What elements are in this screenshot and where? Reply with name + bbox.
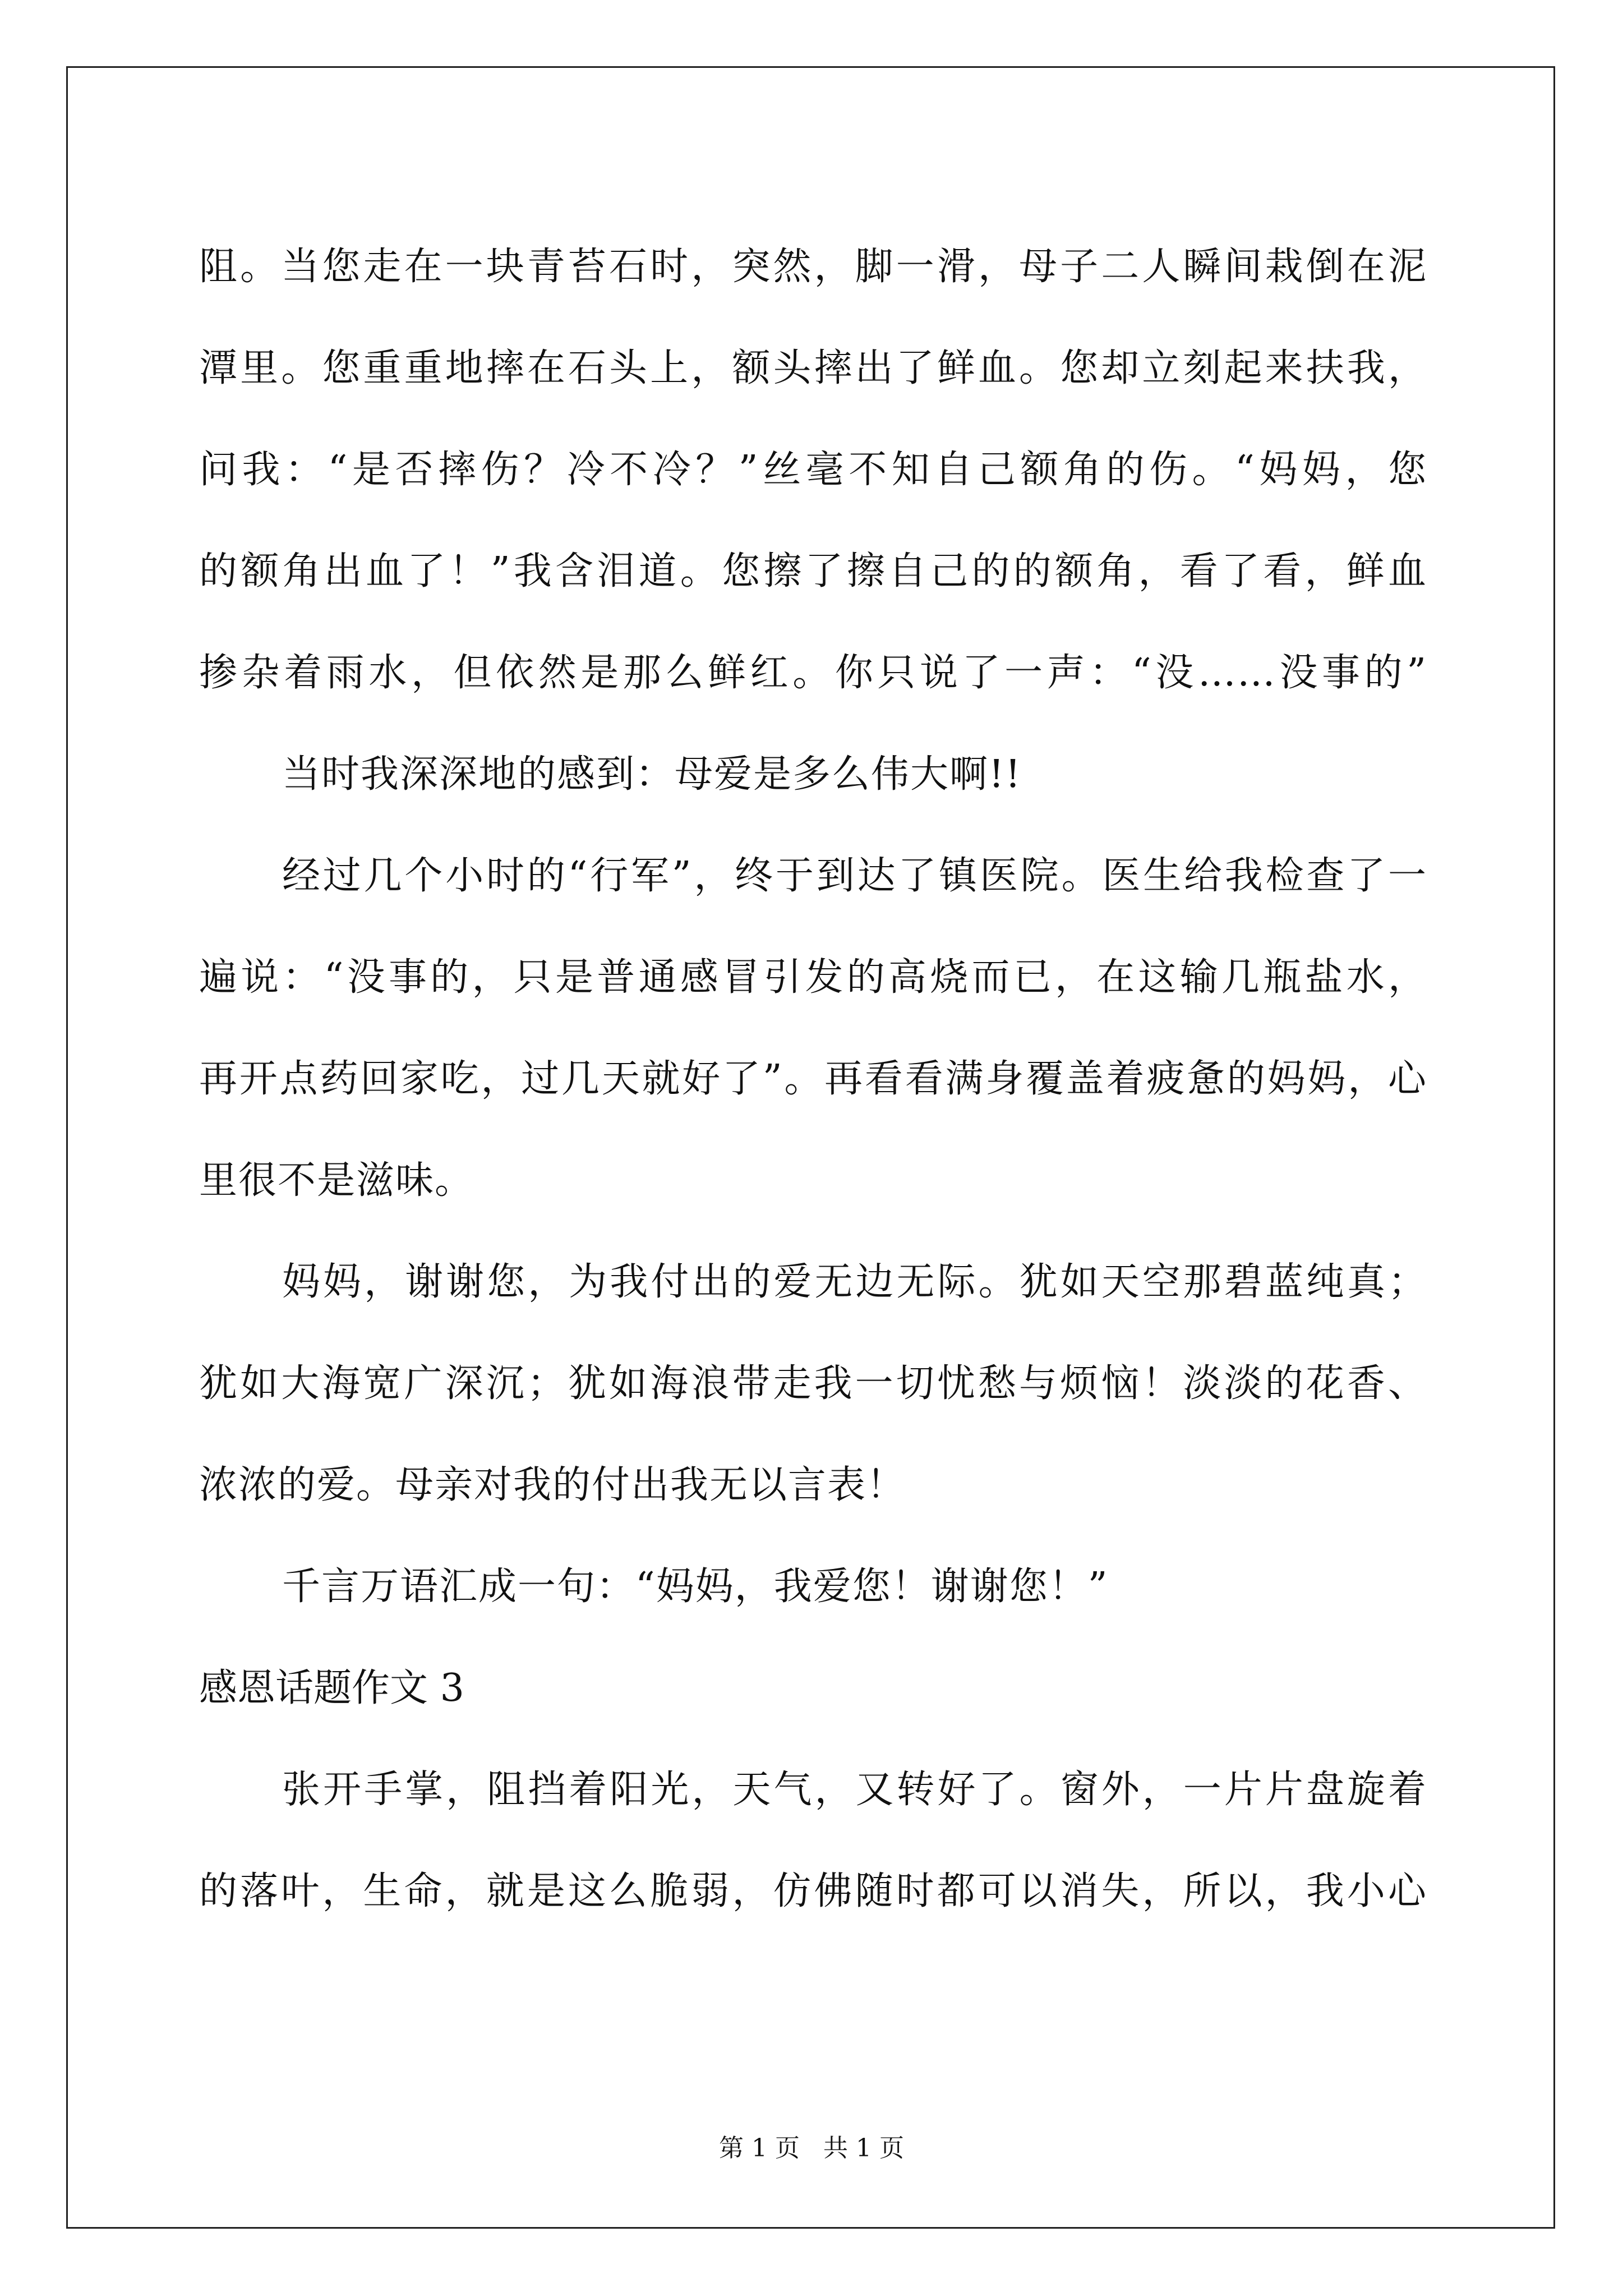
- text-line: 的额角出血了！”我含泪道。您擦了擦自己的的额角，看了看，鲜血: [199, 549, 1427, 593]
- text-line: 妈妈，谢谢您，为我付出的爱无边无际。犹如天空那碧蓝纯真；: [282, 1260, 1427, 1304]
- text-line: 潭里。您重重地摔在石头上，额头摔出了鲜血。您却立刻起来扶我，: [199, 346, 1427, 390]
- text-line: 再开点药回家吃，过几天就好了”。再看看满身覆盖着疲惫的妈妈，心: [199, 1057, 1427, 1101]
- document-body: [199, 216, 1427, 1942]
- page-total: 共 1 页: [823, 2134, 904, 2162]
- text-line: 犹如大海宽广深沉；犹如海浪带走我一切忧愁与烦恼！淡淡的花香、: [199, 1361, 1427, 1406]
- text-line: 阻。当您走在一块青苔石时，突然，脚一滑，母子二人瞬间栽倒在泥: [199, 245, 1427, 289]
- text-line: 掺杂着雨水，但依然是那么鲜红。你只说了一声：“没……没事的”: [199, 651, 1427, 695]
- text-line: 张开手掌，阻挡着阳光，天气，又转好了。窗外，一片片盘旋着: [282, 1768, 1427, 1812]
- text-line: 千言万语汇成一句：“妈妈，我爱您！谢谢您！”: [282, 1565, 1109, 1609]
- text-line: 当时我深深地的感到：母爱是多么伟大啊!!: [282, 752, 1022, 797]
- text-line: 问我：“是否摔伤？冷不冷？”丝毫不知自己额角的伤。“妈妈，您: [199, 448, 1427, 492]
- text-line: 经过几个小时的“行军”，终于到达了镇医院。医生给我检查了一: [282, 854, 1427, 898]
- text-line: 遍说：“没事的，只是普通感冒引发的高烧而已，在这输几瓶盐水，: [199, 955, 1427, 1000]
- text-line: 浓浓的爱。母亲对我的付出我无以言表！: [199, 1463, 906, 1507]
- text-line: 里很不是滋味。: [199, 1158, 474, 1203]
- page-number: 第 1 页: [719, 2134, 800, 2162]
- page-footer: [0, 2132, 1623, 2165]
- section-heading: 感恩话题作文 3: [199, 1666, 464, 1710]
- text-line: 的落叶，生命，就是这么脆弱，仿佛随时都可以消失，所以，我小心: [199, 1869, 1427, 1913]
